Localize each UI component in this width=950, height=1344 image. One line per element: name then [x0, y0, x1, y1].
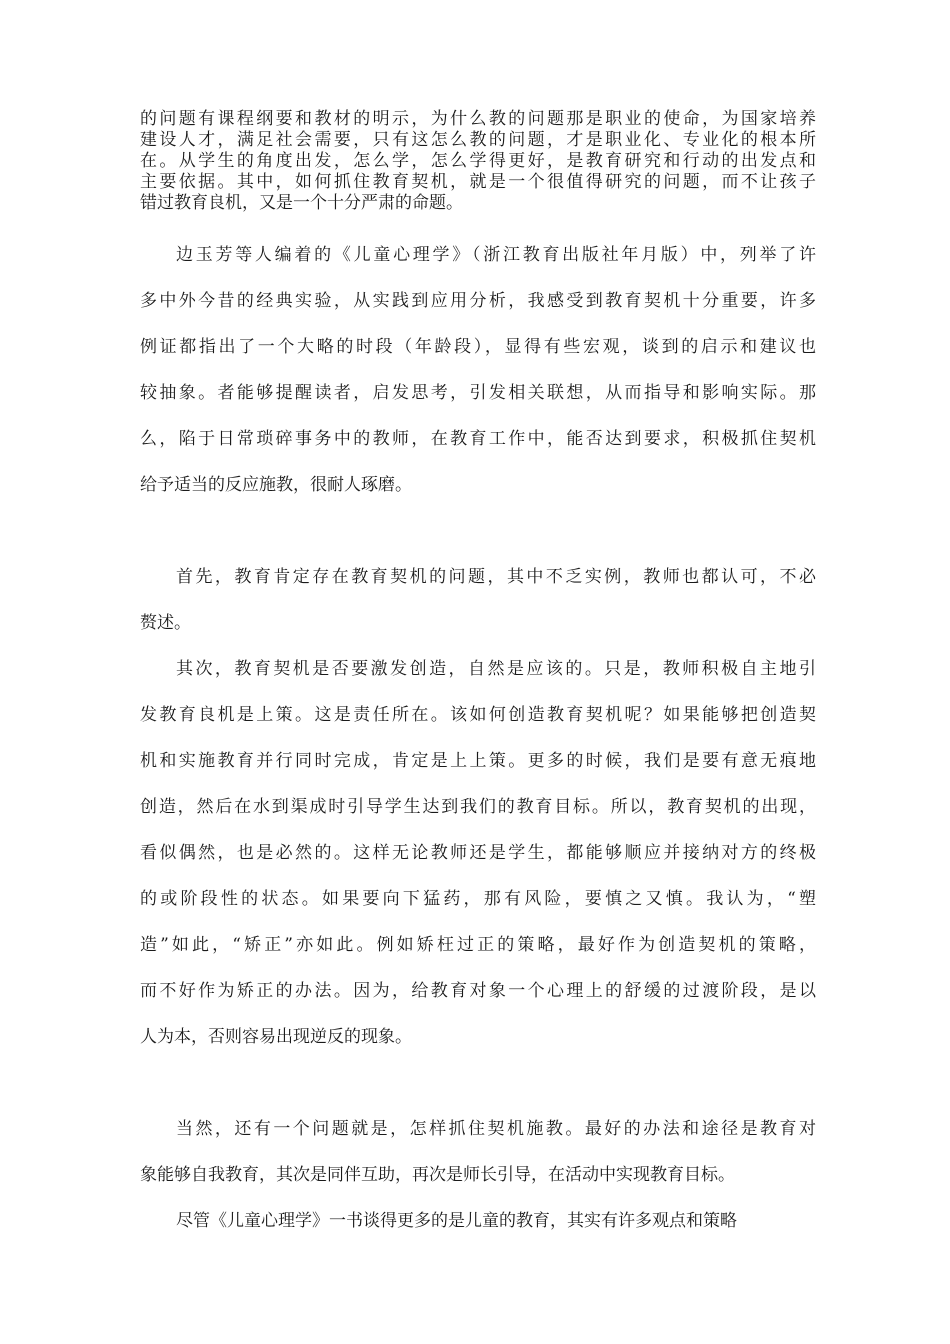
text-line: 看似偶然，也是必然的。这样无论教师还是学生，都能够顺应并接纳对方的终极	[140, 843, 816, 863]
text-line: 建设人才，满足社会需要，只有这怎么教的问题，才是职业化、专业化的根本所	[140, 130, 816, 150]
text-line: 其次，教育契机是否要激发创造，自然是应该的。只是，教师积极自主地引	[176, 659, 816, 679]
paragraph-second-point	[140, 646, 816, 1060]
text-line: 发教育良机是上策。这是责任所在。该如何创造教育契机呢？如果能够把创造契	[140, 705, 816, 725]
text-line: 赘述。	[140, 613, 191, 633]
text-line: 机和实施教育并行同时完成，肯定是上上策。更多的时候，我们是要有意无痕地	[140, 751, 816, 771]
text-line: 主要依据。其中，如何抓住教育契机，就是一个很值得研究的问题，而不让孩子	[140, 172, 816, 192]
text-line: 尽管《儿童心理学》一书谈得更多的是儿童的教育，其实有许多观点和策略	[176, 1211, 737, 1231]
text-line: 当然，还有一个问题就是，怎样抓住契机施教。最好的办法和途径是教育对	[176, 1119, 816, 1139]
paragraph-child-psychology-book	[140, 232, 816, 508]
text-line: 么，陷于日常琐碎事务中的教师，在教育工作中，能否达到要求，积极抓住契机	[140, 429, 816, 449]
text-line: 错过教育良机，又是一个十分严肃的命题。	[140, 193, 463, 213]
text-line: 边玉芳等人编着的《儿童心理学》（浙江教育出版社年月版）中，列举了许	[176, 245, 816, 265]
text-line: 的或阶段性的状态。如果要向下猛药，那有风险，要慎之又慎。我认为，“塑	[140, 889, 816, 909]
text-line: 例证都指出了一个大略的时段（年龄段），显得有些宏观，谈到的启示和建议也	[140, 337, 816, 357]
text-line: 首先，教育肯定存在教育契机的问题，其中不乏实例，教师也都认可，不必	[176, 567, 816, 587]
lead-paragraph	[140, 109, 816, 214]
text-line: 创造，然后在水到渠成时引导学生达到我们的教育目标。所以，教育契机的出现，	[140, 797, 816, 817]
paragraph-closing	[140, 1198, 816, 1244]
paragraph-first-point	[140, 554, 816, 646]
text-line: 在。从学生的角度出发，怎么学，怎么学得更好，是教育研究和行动的出发点和	[140, 151, 816, 171]
text-line: 而不好作为矫正的办法。因为，给教育对象一个心理上的舒缓的过渡阶段，是以	[140, 981, 816, 1001]
text-line: 象能够自我教育，其次是同伴互助，再次是师长引导，在活动中实现教育目标。	[140, 1165, 735, 1185]
paragraph-seizing-opportunity	[140, 1106, 816, 1198]
text-line: 较抽象。者能够提醒读者，启发思考，引发相关联想，从而指导和影响实际。那	[140, 383, 816, 403]
text-line: 人为本，否则容易出现逆反的现象。	[140, 1027, 412, 1047]
text-line: 的问题有课程纲要和教材的明示，为什么教的问题那是职业的使命，为国家培养	[140, 109, 816, 129]
text-line: 造”如此，“矫正”亦如此。例如矫枉过正的策略，最好作为创造契机的策略，	[140, 935, 816, 955]
text-line: 多中外今昔的经典实验，从实践到应用分析，我感受到教育契机十分重要，许多	[140, 291, 816, 311]
text-line: 给予适当的反应施教，很耐人琢磨。	[140, 475, 412, 495]
